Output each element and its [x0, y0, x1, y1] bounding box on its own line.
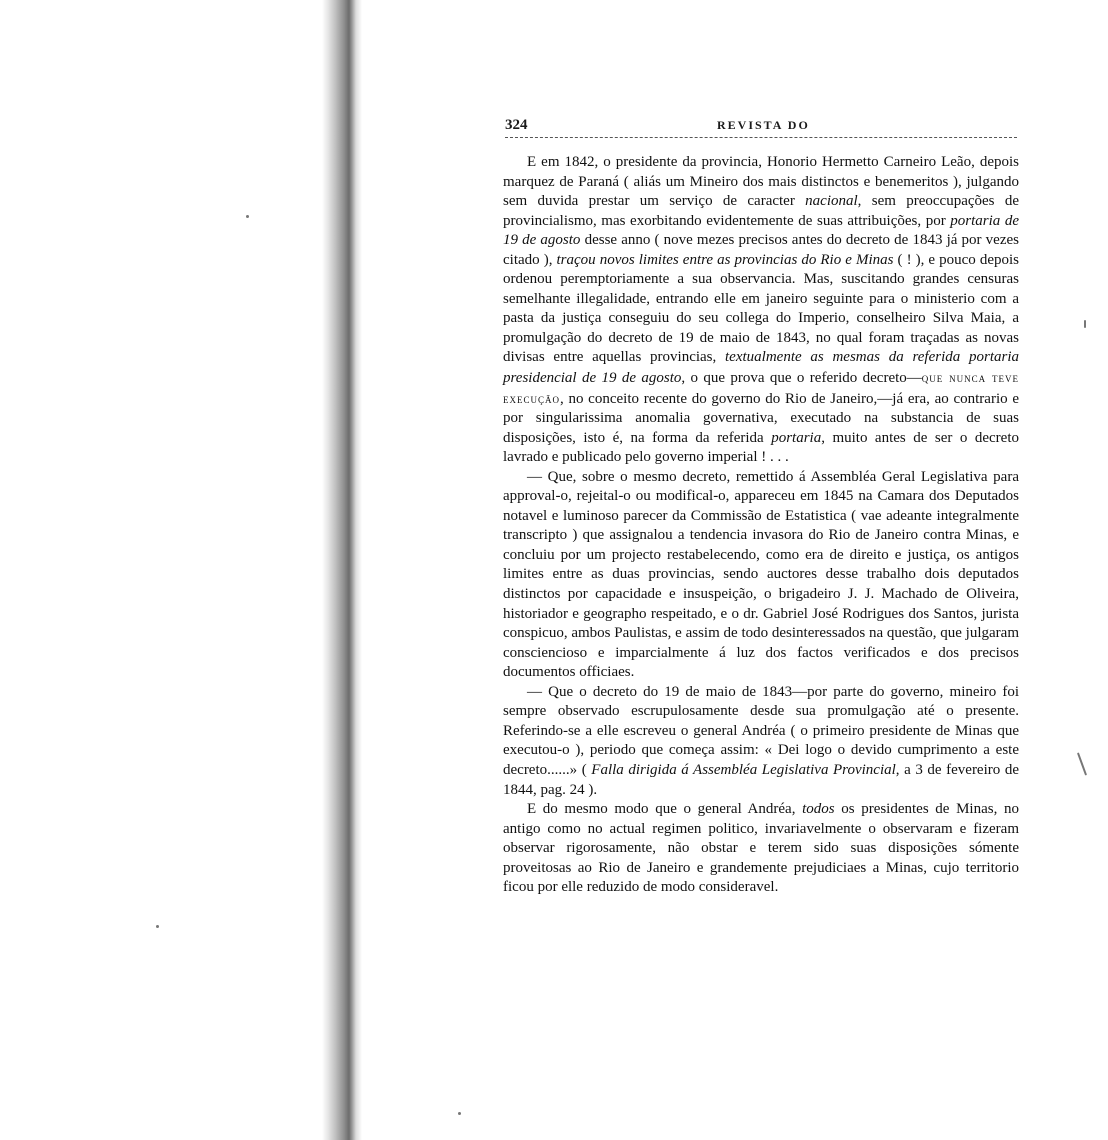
- paragraph: [503, 800, 1019, 898]
- text-run: , muito antes de ser o decreto lavrado e publicado pelo governo imperial ! . . .: [503, 429, 1020, 466]
- text-run: E do mesmo modo que o general Andréa,: [527, 801, 803, 818]
- italic-run: nacional: [805, 193, 858, 210]
- text-run: — Que o decreto do 19 de maio de 1843—por parte do governo, mineiro foi sempre observado escrupulosamente desde sua promulgação até o presente. Referindo-se a elle escreveu o general Andréa ( o primeiro presidente de Minas que executou-o ), periodo que começa assim: « Dei logo o devido cumprimento a este decreto......» (: [503, 683, 1019, 778]
- paragraph: [503, 468, 1019, 683]
- italic-run: traçou novos limites entre as provincias do Rio e Minas: [556, 251, 894, 268]
- text-run: ( ! ), e pouco depois ordenou peremptoriamente a sua observancia. Mas, suscitando grandes censuras semelhante illegalidade, entrando elle em janeiro seguinte para o ministerio com a pasta da justiça conseguiu do seu collega do Imperio, conselheiro Silva Maia, a promulgação do decreto de 19 de maio de 1843, no qual foram traçadas as novas divisas entre aquellas provincias,: [503, 251, 1019, 366]
- italic-run: portaria: [771, 429, 822, 446]
- scan-speck: [156, 925, 159, 928]
- small-caps-run: que nunca teve execução: [503, 370, 1020, 406]
- text-run: , a 3 de fevereiro de 1844, pag. 24 ).: [503, 761, 1019, 798]
- text-run: , no conceito recente do governo do Rio de Janeiro,—já era, ao contrario e por singularissima anomalia governativa, executado na substancia de suas disposições, isto é, na forma da referida: [503, 390, 1019, 446]
- text-run: E em 1842, o presidente da provincia, Honorio Hermetto Carneiro Leão, depois marquez de Paraná ( aliás um Mineiro dos mais distinctos e benemeritos ), julgando sem duvida prestar um serviço de caracter: [503, 154, 1019, 210]
- paragraph: [503, 683, 1019, 800]
- page-number: 324: [505, 117, 528, 133]
- scan-speck: [458, 1112, 461, 1115]
- paragraph: [503, 153, 1019, 468]
- text-run: — Que, sobre o mesmo decreto, remettido á Assembléa Geral Legislativa para approval-o, rejeital-o ou modifical-o, appareceu em 1845 na Camara dos Deputados notavel e luminoso parecer da Commissão de Estatistica ( vae adeante integralmente transcripto ) que assignalou a tendencia invasora do Rio de Janeiro contra Minas, e concluiu por um projecto restabelecendo, como era de direito e justiça, os antigos limites entre as duas provincias, sendo auctores desse trabalho dois deputados distinctos por capacidade e insuspeição, o brigadeiro J. J. Machado de Oliveira, historiador e geographo respeitado, e o dr. Gabriel José Rodrigues dos Santos, jurista conspicuo, ambos Paulistas, e assim de todo desinteressados na questão, que julgaram consciencioso e imparcialmente á luz dos factos verificados e dos precisos documentos officiaes.: [503, 468, 1019, 681]
- text-run: , sem preoccupações de provincialismo, mas exorbitando evidentemente de suas attribuições, por: [503, 193, 1019, 229]
- article-body: [503, 153, 1019, 898]
- scan-speck: [1084, 320, 1086, 328]
- book-gutter-shadow: [322, 0, 362, 1140]
- italic-run: textualmente as mesmas da referida portaria presidencial de 19 de agosto: [503, 349, 1019, 387]
- italic-run: Falla dirigida á Assembléa Legislativa Provincial: [591, 761, 896, 778]
- italic-run: portaria de 19 de agosto: [503, 212, 1020, 249]
- text-run: os presidentes de Minas, no antigo como no actual regimen politico, invariavelmente o observaram e fizeram observar rigorosamente, não obstar e terem sido suas disposições sómente proveitosas ao Rio de Janeiro e grandemente prejudiciaes a Minas, cujo territorio ficou por elle reduzido de modo consideravel.: [503, 801, 1019, 896]
- scan-speck: [1077, 752, 1087, 775]
- scan-speck: [246, 215, 249, 218]
- running-head: [505, 117, 1017, 135]
- text-run: desse anno ( nove mezes precisos antes do decreto de 1843 já por vezes citado ),: [503, 232, 1019, 268]
- header-rule: [505, 137, 1017, 138]
- text-run: , o que prova que o referido decreto—: [681, 370, 922, 387]
- italic-run: todos: [802, 801, 835, 818]
- journal-title: REVISTA DO: [717, 118, 810, 132]
